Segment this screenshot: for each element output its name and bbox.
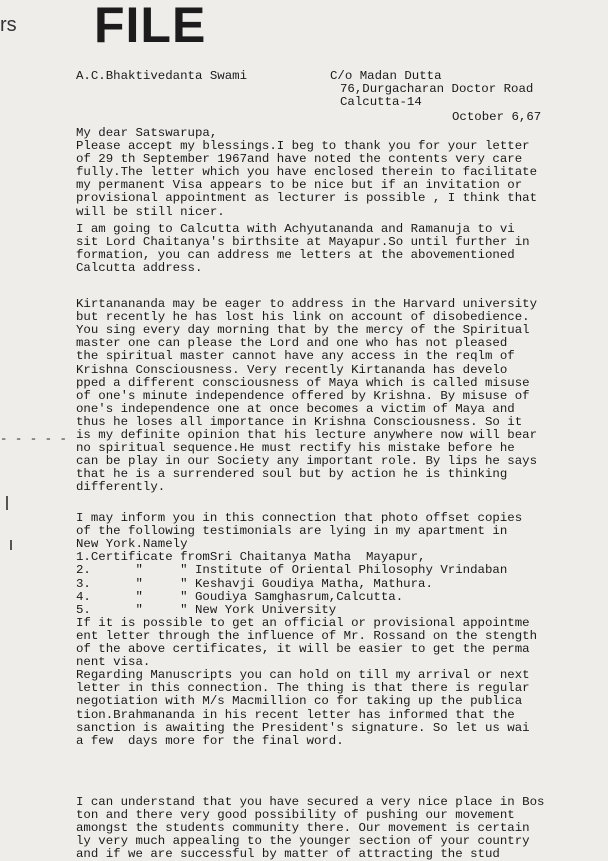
body-line: will be still nicer. [76, 204, 225, 219]
body-line: that he is a surrendered soul but by action he is thinking [76, 467, 508, 482]
body-line: Please accept my blessings.I beg to thank you for your letter [76, 139, 530, 153]
body-line: Kirtanananda may be eager to address in the Harvard university [76, 297, 538, 311]
body-line: negotiation with M/s Macmillion co for taking up the publica [76, 694, 523, 709]
body-line: Krishna Consciousness. Very recently Kirtananda has develo [76, 362, 508, 377]
address-line-2: 76,Durgacharan Doctor Road [340, 82, 534, 96]
body-line: of one's minute independence offered by Krishna. By misuse of [76, 388, 530, 403]
body-line: nent visa. [76, 655, 151, 670]
sender-name: A.C.Bhaktivedanta Swami [76, 69, 248, 83]
body-line: amongst the students community there. Our movement is certain [76, 821, 530, 836]
body-line: Regarding Manuscripts you can hold on till my arrival or next [76, 668, 530, 683]
body-line: of the following testimonials are lying in my apartment in [76, 524, 508, 539]
body-line: I am going to Calcutta with Achyutananda and Ramanuja to vi [76, 222, 515, 236]
body-line: sanction is awaiting the President's signature. So let us wai [76, 720, 530, 735]
body-line: can be play in our Society any important role. By lips he says [76, 454, 538, 469]
body-line: formation, you can address me letters at the abovementioned [76, 248, 515, 263]
body-line: 3. " " Keshavji Goudiya Matha, Mathura. [76, 576, 433, 591]
file-stamp: FILE [94, 0, 207, 53]
body-line: differently. [76, 480, 166, 495]
body-line: one's independence one at once becomes a victim of Maya and [76, 401, 515, 416]
body-line: I may inform you in this connection that photo offset copies [76, 511, 523, 525]
margin-dashes: - - - - - [0, 432, 67, 446]
address-line-3: Calcutta-14 [340, 95, 422, 109]
body-line: You sing every day morning that by the mercy of the Spiritual [76, 323, 530, 338]
body-line: the spiritual master cannot have any access in the reqlm of [76, 349, 515, 364]
body-line: Calcutta address. [76, 261, 203, 276]
margin-mark [6, 496, 8, 510]
edge-fragment: rs [0, 14, 17, 36]
body-line: a few days more for the final word. [76, 733, 344, 748]
body-line: ly very much appealing to the younger section of your country [76, 834, 530, 849]
letter-date: October 6,67 [452, 110, 542, 124]
body-line: provisional appointment as lecturer is possible , I think that [76, 191, 538, 206]
body-line: tion.Brahmananda in his recent letter has informed that the [76, 707, 515, 722]
body-line: I can understand that you have secured a very nice place in Bos [76, 795, 545, 809]
body-line: but recently he has lost his link on account of disobedience. [76, 310, 530, 325]
salutation: My dear Satswarupa, [76, 126, 218, 140]
body-line: ent letter through the influence of Mr. Rossand on the stength [76, 628, 538, 643]
body-line: fully.The letter which you have enclosed therein to facilitate [76, 165, 538, 180]
body-line: If it is possible to get an official or provisional appointme [76, 615, 530, 630]
body-line: 4. " " Goudiya Samghasrum,Calcutta. [76, 589, 404, 604]
body-line: 2. " " Institute of Oriental Philosophy Vrindaban [76, 563, 508, 578]
body-line: is my definite opinion that his lecture anywhere now will bear [76, 428, 538, 442]
body-line: master one can please the Lord and one who has not pleased [76, 336, 508, 351]
body-line: and if we are successful by matter of attracting the stud [76, 847, 500, 861]
margin-mark [10, 540, 12, 550]
body-line: letter in this connection. The thing is that there is regular [76, 681, 530, 696]
body-line: sit Lord Chaitanya's birthsite at Mayapur.So until further in [76, 235, 530, 250]
body-line: of the above certificates, it will be easier to get the perma [76, 642, 530, 656]
body-line: pped a different consciousness of Maya which is called misuse [76, 375, 530, 390]
body-line: ton and there very good possibility of pushing our movement [76, 808, 515, 823]
body-line: my permanent Visa appears to be nice but if an invitation or [76, 178, 523, 193]
body-line: of 29 th September 1967and have noted the contents very care [76, 152, 523, 167]
body-line: 5. " " New York University [76, 602, 337, 617]
body-line: 1.Certificate fromSri Chaitanya Matha Mayapur, [76, 550, 426, 565]
body-line: New York.Namely [76, 537, 188, 552]
address-line-1: C/o Madan Dutta [330, 69, 442, 83]
body-line: thus he loses all importance in Krishna Consciousness. So it [76, 414, 523, 429]
body-line: no spiritual sequence.He must rectify his mistake before he [76, 441, 515, 456]
